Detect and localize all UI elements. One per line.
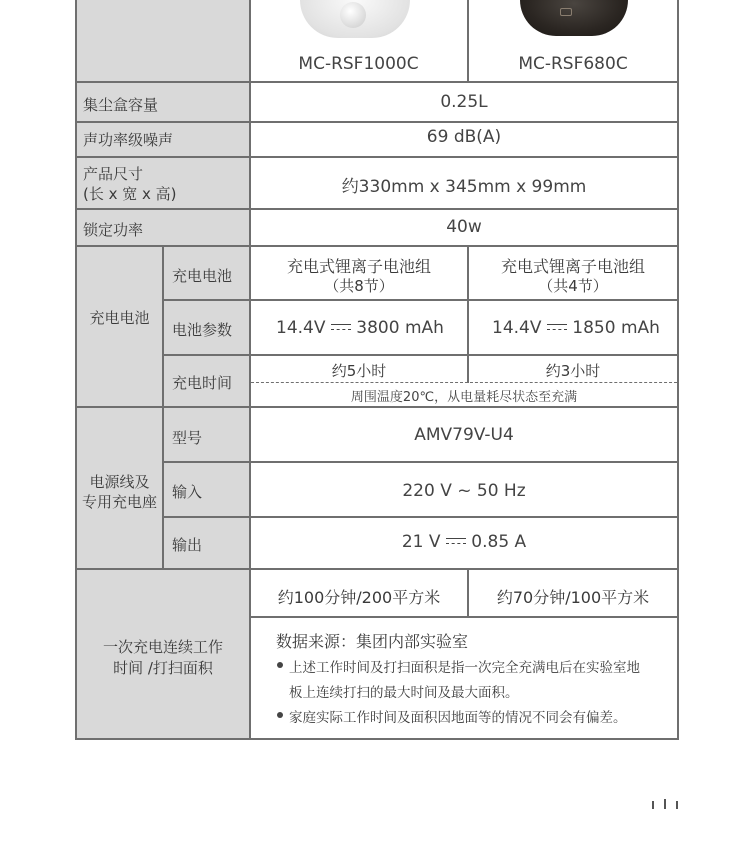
dust-capacity-label: 集尘盒容量 bbox=[83, 96, 159, 114]
dashed-line bbox=[251, 382, 677, 383]
data-source: 数据来源：集团内部实验室 bbox=[276, 632, 469, 651]
hline-9 bbox=[162, 461, 679, 463]
hline-11 bbox=[75, 568, 679, 570]
dc-symbol-icon bbox=[547, 323, 567, 333]
hline-1 bbox=[75, 81, 679, 83]
robot-button-white bbox=[340, 2, 366, 28]
border-sublabel-battery bbox=[162, 245, 164, 407]
adapter-model-label: 型号 bbox=[172, 429, 203, 447]
model-name-1: MC-RSF1000C bbox=[298, 54, 419, 74]
dust-capacity-value: 0.25L bbox=[440, 92, 488, 112]
size-value: 约330mm x 345mm x 99mm bbox=[341, 177, 587, 197]
hline-8 bbox=[75, 406, 679, 408]
battery-param-label: 电池参数 bbox=[172, 321, 233, 339]
adapter-output-current: 0.85 A bbox=[471, 532, 527, 552]
adapter-output-voltage: 21 V bbox=[401, 532, 441, 552]
battery-param-b-voltage: 14.4V bbox=[492, 318, 542, 338]
size-label-line1: 产品尺寸 bbox=[83, 165, 144, 183]
power-label: 锁定功率 bbox=[83, 221, 144, 239]
power-value: 40w bbox=[446, 217, 482, 237]
header-label-cell bbox=[76, 0, 250, 82]
bullet-icon bbox=[277, 712, 283, 718]
size-label-line2: (长 x 宽 x 高) bbox=[83, 185, 177, 203]
hline-5 bbox=[75, 245, 679, 247]
hline-6 bbox=[162, 299, 679, 301]
battery-param-a-voltage: 14.4V bbox=[276, 318, 326, 338]
border-right bbox=[677, 0, 679, 740]
charge-time-label: 充电时间 bbox=[172, 374, 233, 392]
battery-param-b bbox=[492, 318, 660, 338]
adapter-group-label-line1: 电源线及 bbox=[89, 473, 150, 491]
battery-type-b-line2: （共4节） bbox=[538, 277, 608, 295]
hline-2 bbox=[75, 121, 679, 123]
product-image-black-robot bbox=[520, 0, 628, 36]
adapter-output-label: 输出 bbox=[172, 536, 203, 554]
battery-type-label: 充电电池 bbox=[172, 267, 233, 285]
decorative-bars-icon bbox=[652, 799, 678, 809]
charge-time-a: 约5小时 bbox=[331, 362, 387, 380]
battery-type-a-line1: 充电式锂离子电池组 bbox=[286, 257, 431, 276]
adapter-model-value: AMV79V-U4 bbox=[414, 425, 514, 445]
work-label-line1: 一次充电连续工作 bbox=[102, 638, 223, 656]
border-left bbox=[75, 0, 77, 740]
adapter-input-label: 输入 bbox=[172, 483, 203, 501]
note1-line2: 板上连续打扫的最大时间及最大面积。 bbox=[289, 685, 519, 701]
battery-group-label: 充电电池 bbox=[89, 309, 150, 327]
charge-time-note: 周围温度20℃，从电量耗尽状态至充满 bbox=[350, 390, 578, 405]
work-label-line2: 时间 /打扫面积 bbox=[113, 659, 213, 677]
hline-4 bbox=[75, 208, 679, 210]
battery-param-a bbox=[276, 318, 444, 338]
work-value-b: 约70分钟/100平方米 bbox=[496, 588, 650, 607]
dc-symbol-icon bbox=[331, 323, 351, 333]
battery-type-a-line2: （共8节） bbox=[324, 277, 394, 295]
robot-logo-black bbox=[560, 8, 572, 16]
hline-12 bbox=[249, 616, 679, 618]
product-image-white-robot bbox=[300, 0, 410, 38]
battery-param-b-capacity: 1850 mAh bbox=[572, 318, 660, 338]
adapter-output-value bbox=[251, 532, 677, 552]
noise-label: 声功率级噪声 bbox=[83, 131, 174, 149]
adapter-group-label-line2: 专用充电座 bbox=[81, 493, 157, 511]
model-name-2: MC-RSF680C bbox=[518, 54, 628, 74]
note1-line1: 上述工作时间及打扫面积是指一次完全充满电后在实验室地 bbox=[289, 660, 640, 676]
border-model-divider bbox=[467, 0, 469, 82]
hline-7 bbox=[162, 354, 679, 356]
hline-bottom bbox=[75, 738, 679, 740]
adapter-input-value: 220 V ~ 50 Hz bbox=[402, 481, 526, 501]
noise-value: 69 dB(A) bbox=[426, 127, 502, 147]
charge-time-b: 约3小时 bbox=[545, 362, 601, 380]
border-sublabel-adapter bbox=[162, 408, 164, 569]
battery-param-a-capacity: 3800 mAh bbox=[356, 318, 444, 338]
work-value-a: 约100分钟/200平方米 bbox=[277, 588, 441, 607]
bullet-icon bbox=[277, 662, 283, 668]
battery-type-b-line1: 充电式锂离子电池组 bbox=[500, 257, 645, 276]
dc-symbol-icon bbox=[446, 537, 466, 547]
hline-3 bbox=[75, 156, 679, 158]
note2: 家庭实际工作时间及面积因地面等的情况不同会有偏差。 bbox=[289, 710, 627, 726]
hline-10 bbox=[162, 516, 679, 518]
